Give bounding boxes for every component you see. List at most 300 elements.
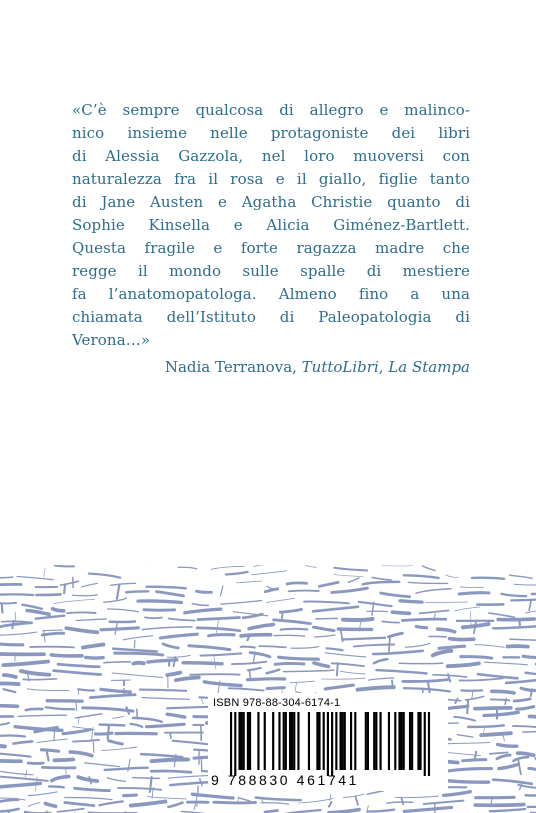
texture-stroke <box>152 759 189 761</box>
barcode-bar <box>339 712 341 770</box>
texture-stroke <box>241 647 255 648</box>
texture-stroke <box>214 802 256 803</box>
texture-stroke <box>108 725 109 739</box>
texture-stroke <box>0 594 33 595</box>
texture-stroke <box>525 609 536 613</box>
texture-stroke <box>532 592 536 594</box>
texture-stroke <box>505 699 506 705</box>
texture-stroke <box>492 691 514 693</box>
texture-stroke <box>238 798 250 801</box>
texture-stroke <box>249 625 273 629</box>
quote-line: Sophie Kinsella e Alicia Giménez-Bartlett. <box>72 216 470 234</box>
quote-line: nico insieme nelle protagoniste dei libri <box>72 124 470 142</box>
texture-stroke <box>403 680 448 682</box>
texture-stroke <box>145 617 162 618</box>
texture-stroke <box>466 697 484 701</box>
texture-stroke <box>201 698 203 704</box>
texture-stroke <box>523 656 536 658</box>
texture-stroke <box>126 591 148 592</box>
texture-stroke <box>344 794 364 797</box>
barcode-bar <box>234 712 236 776</box>
texture-stroke <box>266 598 294 602</box>
barcode <box>218 712 438 776</box>
texture-stroke <box>104 598 127 602</box>
texture-stroke <box>475 645 505 648</box>
texture-stroke <box>354 645 394 647</box>
texture-stroke <box>259 646 286 647</box>
texture-stroke <box>78 717 79 724</box>
texture-stroke <box>124 689 125 694</box>
texture-stroke <box>76 714 102 718</box>
texture-stroke <box>461 657 492 658</box>
barcode-bar <box>297 712 299 770</box>
barcode-bar <box>342 712 344 770</box>
texture-stroke <box>444 792 471 796</box>
texture-stroke <box>424 801 464 804</box>
texture-stroke <box>147 587 186 589</box>
texture-stroke <box>43 630 63 631</box>
texture-stroke <box>22 605 42 609</box>
texture-stroke <box>445 743 490 744</box>
barcode-bar <box>318 712 320 770</box>
texture-stroke <box>521 688 535 690</box>
texture-stroke <box>15 654 16 661</box>
texture-stroke <box>54 732 55 741</box>
texture-stroke <box>454 717 475 721</box>
texture-stroke <box>514 757 529 761</box>
texture-stroke <box>363 582 399 584</box>
texture-stroke <box>147 797 186 799</box>
texture-stroke <box>299 799 333 803</box>
barcode-bar <box>293 712 295 770</box>
texture-stroke <box>455 699 457 704</box>
quote-line: di Jane Austen e Agatha Christie quanto di <box>72 193 470 211</box>
texture-stroke <box>502 594 527 596</box>
barcode-bar <box>428 712 430 776</box>
texture-stroke <box>329 802 332 806</box>
texture-stroke <box>382 621 399 622</box>
texture-stroke <box>327 648 343 650</box>
texture-stroke <box>330 795 331 801</box>
barcode-bar <box>398 712 400 770</box>
texture-stroke <box>83 645 104 648</box>
texture-stroke <box>289 591 319 592</box>
texture-stroke <box>1 623 32 627</box>
texture-stroke <box>475 752 476 758</box>
texture-stroke <box>108 609 139 612</box>
texture-stroke <box>356 797 358 805</box>
texture-stroke <box>131 724 143 727</box>
texture-stroke <box>493 626 536 628</box>
texture-stroke <box>315 635 335 637</box>
texture-stroke <box>252 571 287 575</box>
texture-stroke <box>454 607 479 611</box>
texture-stroke <box>101 689 130 692</box>
texture-stroke <box>89 574 120 578</box>
barcode-bar <box>243 712 245 770</box>
texture-stroke <box>265 589 278 592</box>
barcode-bar <box>424 712 426 776</box>
texture-stroke <box>36 616 65 619</box>
texture-stroke <box>66 628 97 632</box>
texture-stroke <box>89 777 91 784</box>
texture-stroke <box>178 567 197 569</box>
texture-stroke <box>0 735 25 736</box>
texture-stroke <box>169 803 183 807</box>
texture-stroke <box>192 794 233 798</box>
texture-stroke <box>426 602 468 603</box>
texture-stroke <box>110 622 135 623</box>
barcode-bar <box>350 712 352 770</box>
texture-stroke <box>404 575 439 578</box>
texture-stroke <box>368 810 395 812</box>
texture-stroke <box>23 679 56 680</box>
quote-line: regge il mondo sulle spalle di mestiere <box>72 262 470 280</box>
texture-stroke <box>267 670 280 674</box>
texture-stroke <box>30 647 74 648</box>
texture-stroke <box>341 671 365 674</box>
texture-stroke <box>189 646 230 650</box>
barcode-bar <box>419 712 421 770</box>
texture-stroke <box>57 809 84 812</box>
texture-stroke <box>290 681 315 683</box>
texture-stroke <box>124 795 137 796</box>
texture-stroke <box>325 653 365 657</box>
texture-stroke <box>314 627 335 631</box>
barcode-bar <box>394 712 396 770</box>
barcode-bar <box>257 712 259 770</box>
texture-stroke <box>229 688 264 690</box>
texture-stroke <box>382 565 413 566</box>
texture-stroke <box>359 602 392 606</box>
texture-stroke <box>485 662 528 665</box>
texture-stroke <box>73 740 99 742</box>
texture-stroke <box>332 663 364 666</box>
texture-stroke <box>0 761 21 762</box>
texture-stroke <box>348 578 359 582</box>
texture-stroke <box>192 604 208 606</box>
texture-stroke <box>475 708 511 709</box>
texture-stroke <box>404 688 450 691</box>
quote-line: naturalezza fra il rosa e il giallo, figlie tanto <box>72 170 470 188</box>
barcode-bar <box>354 712 356 770</box>
texture-stroke <box>142 698 190 700</box>
texture-stroke <box>28 792 57 796</box>
texture-stroke <box>254 565 266 567</box>
texture-stroke <box>73 595 98 596</box>
texture-stroke <box>531 689 532 696</box>
texture-stroke <box>157 592 184 596</box>
texture-stroke <box>0 723 9 725</box>
texture-stroke <box>319 582 338 586</box>
texture-stroke <box>280 609 301 612</box>
texture-stroke <box>93 741 94 753</box>
barcode-bar <box>272 712 274 770</box>
quote-line: «C’è sempre qualcosa di allegro e malinco- <box>72 101 470 119</box>
texture-stroke <box>475 805 524 806</box>
quote-line: Questa fragile e forte ragazza madre che <box>72 239 470 257</box>
texture-stroke <box>78 777 97 781</box>
texture-stroke <box>221 601 262 605</box>
texture-stroke <box>343 619 373 620</box>
texture-stroke <box>282 612 283 618</box>
texture-stroke <box>104 662 130 663</box>
texture-stroke <box>514 699 530 701</box>
quote-attribution <box>165 356 470 378</box>
texture-stroke <box>295 683 297 691</box>
texture-stroke <box>67 612 96 613</box>
texture-stroke <box>137 709 138 717</box>
texture-stroke <box>54 600 95 604</box>
texture-stroke <box>37 739 67 743</box>
texture-stroke <box>306 566 317 568</box>
texture-stroke <box>358 687 394 690</box>
texture-stroke <box>118 788 161 790</box>
barcode-bar <box>241 712 243 770</box>
texture-stroke <box>313 607 358 612</box>
barcode-bar <box>316 712 318 770</box>
texture-stroke <box>416 626 426 627</box>
texture-stroke <box>283 670 333 671</box>
texture-stroke <box>404 807 451 811</box>
barcode-digits: 9 788830 461741 <box>211 772 359 788</box>
texture-stroke <box>498 619 534 620</box>
texture-stroke <box>211 566 244 569</box>
texture-stroke <box>0 800 18 803</box>
texture-stroke <box>83 708 133 711</box>
texture-stroke <box>61 581 79 585</box>
texture-stroke <box>100 801 123 805</box>
texture-stroke <box>75 788 110 790</box>
texture-stroke <box>237 581 263 583</box>
texture-stroke <box>123 636 153 640</box>
texture-stroke <box>518 753 534 755</box>
texture-stroke <box>377 670 427 673</box>
texture-stroke <box>529 768 536 771</box>
barcode-bar <box>379 712 381 770</box>
texture-stroke <box>490 809 525 811</box>
texture-stroke <box>167 714 185 717</box>
barcode-bar <box>308 712 310 770</box>
texture-stroke <box>304 602 349 604</box>
texture-stroke <box>518 760 521 774</box>
texture-stroke <box>133 718 162 722</box>
texture-stroke <box>131 802 166 806</box>
texture-stroke <box>513 726 536 729</box>
quote-line: fa l’anatomopatologa. Almeno fino a una <box>72 285 470 303</box>
texture-stroke <box>463 624 489 627</box>
texture-stroke <box>183 663 222 664</box>
texture-stroke <box>17 577 53 580</box>
texture-stroke <box>21 671 50 675</box>
texture-stroke <box>169 619 195 621</box>
texture-stroke <box>133 778 160 779</box>
texture-stroke <box>127 707 130 714</box>
texture-stroke <box>64 584 65 593</box>
texture-stroke <box>514 584 536 585</box>
texture-stroke <box>448 769 491 771</box>
texture-stroke <box>402 619 445 620</box>
texture-stroke <box>325 685 353 689</box>
texture-stroke <box>460 587 484 588</box>
texture-stroke <box>90 695 135 698</box>
texture-stroke <box>197 591 212 592</box>
barcode-bar <box>238 712 240 770</box>
texture-stroke <box>510 639 536 640</box>
texture-stroke <box>151 771 191 772</box>
texture-stroke <box>291 647 318 649</box>
barcode-bar <box>335 712 337 770</box>
texture-stroke <box>47 701 82 702</box>
texture-stroke <box>220 586 223 596</box>
texture-stroke <box>185 609 221 613</box>
texture-stroke <box>373 651 423 654</box>
barcode-bar <box>230 712 232 776</box>
texture-stroke <box>321 678 365 679</box>
texture-stroke <box>497 755 510 759</box>
barcode-bar <box>264 712 266 770</box>
texture-stroke <box>314 663 328 667</box>
back-cover-quote <box>72 99 470 352</box>
texture-stroke <box>275 663 304 664</box>
texture-stroke <box>0 776 48 781</box>
texture-stroke <box>147 724 185 727</box>
texture-stroke <box>101 628 138 630</box>
texture-stroke <box>450 639 474 640</box>
texture-stroke <box>530 716 536 720</box>
texture-stroke <box>49 786 64 787</box>
barcode-bar <box>285 712 287 770</box>
texture-stroke <box>261 803 289 804</box>
texture-stroke <box>484 712 518 715</box>
barcode-bar <box>289 712 291 770</box>
attribution-publication: TuttoLibri <box>301 358 379 376</box>
texture-stroke <box>458 735 474 737</box>
texture-stroke <box>160 634 197 638</box>
barcode-bar <box>291 712 293 770</box>
texture-stroke <box>100 725 125 726</box>
texture-stroke <box>334 575 363 577</box>
texture-stroke <box>460 678 503 680</box>
quote-line: di Alessia Gazzola, nel loro muoversi con <box>72 147 470 165</box>
barcode-bar <box>373 712 375 770</box>
texture-stroke <box>112 673 163 677</box>
texture-stroke <box>510 575 533 578</box>
texture-stroke <box>256 798 301 801</box>
texture-stroke <box>55 760 74 761</box>
texture-stroke <box>274 620 311 624</box>
barcode-bar <box>327 712 329 776</box>
texture-stroke <box>46 707 75 709</box>
texture-stroke <box>0 632 37 635</box>
texture-stroke <box>334 568 367 571</box>
barcode-bar <box>344 712 346 770</box>
texture-stroke <box>115 653 163 655</box>
texture-stroke <box>111 583 136 585</box>
texture-stroke <box>54 671 101 675</box>
texture-stroke <box>65 798 112 800</box>
texture-stroke <box>511 599 536 601</box>
texture-stroke <box>113 716 124 718</box>
barcode-bar <box>409 712 411 770</box>
texture-stroke <box>168 776 209 779</box>
quote-line: chiamata dell’Istituto di Paleopatologia di <box>72 308 470 326</box>
texture-stroke <box>446 575 458 578</box>
texture-stroke <box>387 802 413 803</box>
texture-stroke <box>95 733 112 734</box>
texture-stroke <box>26 770 27 777</box>
texture-stroke <box>422 566 435 571</box>
texture-stroke <box>287 583 307 584</box>
texture-stroke <box>490 753 508 754</box>
texture-stroke <box>369 678 394 680</box>
texture-stroke <box>134 640 135 648</box>
texture-stroke <box>438 629 455 632</box>
texture-stroke <box>45 803 55 806</box>
texture-stroke <box>105 768 148 770</box>
texture-stroke <box>463 760 486 761</box>
texture-stroke <box>138 601 181 603</box>
texture-stroke <box>481 733 511 735</box>
texture-stroke <box>0 706 17 707</box>
texture-stroke <box>70 752 92 756</box>
texture-stroke <box>117 585 119 599</box>
texture-stroke <box>405 643 429 647</box>
texture-stroke <box>42 633 63 635</box>
texture-stroke <box>102 747 137 750</box>
barcode-bar <box>411 712 413 770</box>
texture-stroke <box>448 663 479 666</box>
texture-stroke <box>107 778 125 782</box>
texture-stroke <box>41 750 58 752</box>
texture-stroke <box>140 690 186 691</box>
texture-stroke <box>241 635 271 636</box>
texture-stroke <box>53 609 64 611</box>
texture-stroke <box>499 765 517 769</box>
texture-stroke <box>478 674 518 678</box>
texture-stroke <box>148 660 177 662</box>
texture-stroke <box>3 662 48 666</box>
texture-stroke <box>36 594 60 595</box>
texture-stroke <box>393 612 410 613</box>
texture-stroke <box>109 741 123 744</box>
texture-stroke <box>85 763 120 767</box>
texture-stroke <box>0 783 40 787</box>
texture-stroke <box>408 582 447 583</box>
barcode-bar <box>403 712 405 770</box>
texture-stroke <box>381 593 410 597</box>
texture-stroke <box>4 689 16 692</box>
texture-stroke <box>29 803 40 807</box>
texture-stroke <box>517 707 534 710</box>
texture-stroke <box>416 589 451 593</box>
texture-stroke <box>58 664 99 667</box>
texture-stroke <box>372 578 391 581</box>
quote-line: Verona…» <box>72 331 151 349</box>
texture-stroke <box>113 649 157 652</box>
barcode-bar <box>367 712 369 770</box>
texture-stroke <box>217 619 219 632</box>
texture-stroke <box>523 731 536 732</box>
texture-stroke <box>433 651 451 656</box>
texture-stroke <box>51 655 82 656</box>
texture-stroke <box>63 730 90 734</box>
texture-stroke <box>243 614 262 618</box>
texture-stroke <box>374 659 388 663</box>
texture-stroke <box>329 810 359 813</box>
isbn-label: ISBN 978-88-304-6174-1 <box>213 697 341 709</box>
texture-stroke <box>55 565 74 566</box>
